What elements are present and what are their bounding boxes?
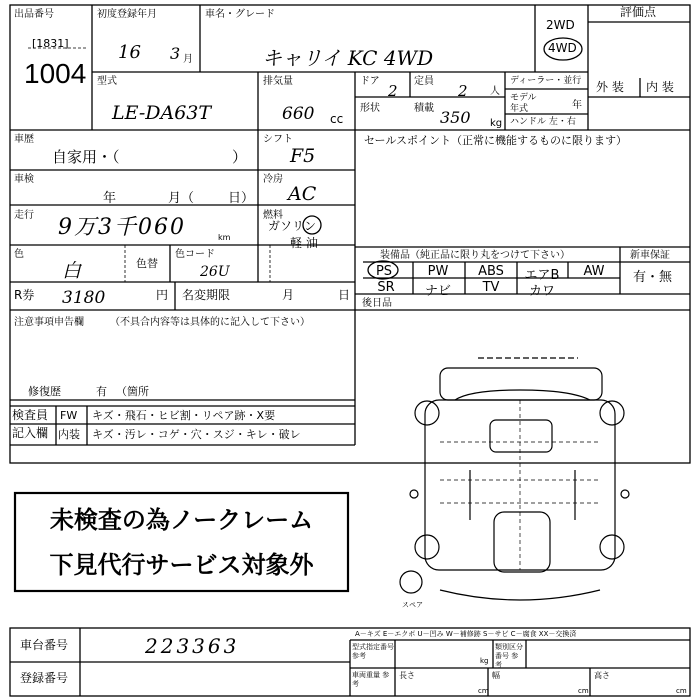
equip-pw: PW [427,264,449,279]
inspection-day: 日） [228,191,255,206]
inspection-label: 車検 [14,174,34,185]
int-text: キズ・汚レ・コゲ・穴・スジ・キレ・破レ [92,428,301,441]
inspector-label-bottom: 記入欄 [12,426,49,440]
model-value: LE-DA63T [112,102,212,124]
aircon-value: AC [288,183,317,205]
usage-value: 自家用・（ [52,148,120,166]
caution-label: 注意事項申告欄 [14,317,84,328]
fuel-label: 燃料 [263,210,283,221]
recycle-label: R券 [14,288,35,302]
fuel-gasoline: ガソリン [268,219,317,233]
equip-aw: AW [583,264,605,279]
lot-number: 1004 [24,58,87,89]
door-value: 2 [388,82,398,100]
capacity-value: 2 [458,82,468,100]
first-reg-year: 16 [118,42,141,63]
recycle-unit: 円 [156,288,169,302]
length-unit: cm [478,687,489,695]
mileage-value: 9万3千060 [58,215,186,240]
vehicle-weight-label: 車両重量 参考 [352,671,390,688]
displacement-label: 排気量 [263,76,293,87]
shift-label: シフト [263,134,293,145]
sales-point-label: セールスポイント（正常に機能するものに限ります） [364,134,628,147]
mileage-unit: km [218,233,231,242]
after-items-label: 後日品 [362,298,392,309]
drive-2wd: 2WD [546,18,575,32]
drive-4wd: 4WD [548,41,577,55]
recycle-value: 3180 [62,288,106,308]
capacity-unit: 人 [490,86,500,97]
equip-tv: TV [482,280,500,295]
mileage-label: 走行 [14,210,34,221]
first-reg-month: 3 [170,44,181,63]
equip-airbag: エアB [524,268,560,283]
registration-label: 登録番号 [20,671,69,685]
shift-value: F5 [290,145,316,167]
inspector-label-top: 検査員 [12,408,49,422]
displacement-unit: cc [330,112,344,126]
name-change-label: 名変期限 [182,288,231,302]
height-unit: cm [676,687,687,695]
class-number-label: 類別区分番号 参考 [495,643,523,669]
handle-label: ハンドル 左・右 [510,117,576,127]
fuel-diesel: 軽 油 [290,236,318,250]
car-name-label: 車名・グレード [205,9,275,20]
month-unit: 月 [183,54,193,65]
car-diagram [400,358,629,600]
equip-sr: SR [377,280,395,295]
repair-label: 修復歴 [28,385,61,398]
spec-number-label: 型式指定番号 参考 [352,643,394,660]
repair-location: （箇所 [116,385,149,398]
inspection-year: 年 [103,191,117,206]
inspection-month: 月（ [168,191,195,206]
exterior-label: 外 装 [596,80,624,94]
car-name: キャリイ KC 4WD [262,46,434,70]
load-value: 350 [440,108,471,127]
fw-label: FW [60,409,78,422]
height-label: 高さ [594,671,610,680]
fw-text: キズ・飛石・ヒビ割・リペア跡・X要 [92,409,276,422]
spare-label: スペア [402,601,423,609]
equip-abs: ABS [478,264,504,279]
load-unit: kg [490,118,503,129]
repair-value: 有 [96,385,107,398]
usage-label: 車歴 [14,134,34,145]
usage-close: ） [232,148,248,166]
interior-label: 内 装 [646,80,674,94]
equip-ps: PS [375,264,393,279]
length-label: 長さ [399,671,415,680]
weight-unit: kg [480,657,489,665]
rating-label: 評価点 [620,5,657,19]
capacity-label: 定員 [414,76,434,87]
color-code-label: 色コード [175,249,215,260]
equip-leather: カワ [528,284,555,299]
color-value: 白 [62,260,82,282]
model-year-label: モデル 年式 [510,93,537,114]
displacement-value: 660 [282,104,315,124]
name-change-month: 月 [282,288,295,302]
dealer-label: ディーラー・並行 [510,76,582,86]
color-label: 色 [14,249,24,260]
new-car-warranty-label: 新車保証 [630,250,670,261]
damage-legend: A－キズ E－エクボ U－凹み W－補修跡 S－サビ C－腐食 XX－交換済 [355,630,577,638]
load-label: 積載 [414,103,434,114]
equip-navi: ナビ [424,284,451,299]
aircon-label: 冷房 [263,174,283,185]
stamp-line-2: 下見代行サービス対象外 [49,551,314,579]
lot-label: 出品番号 [14,9,54,20]
color-change-label: 色替 [136,257,158,270]
door-label: ドア [360,76,380,87]
chassis-value: 223363 [145,634,240,658]
new-car-warranty-value: 有・無 [633,270,673,285]
chassis-label: 車台番号 [20,638,69,652]
model-label: 型式 [97,76,117,87]
shape-label: 形状 [360,103,380,114]
caution-hint: （不具合内容等は具体的に記入して下さい） [110,317,310,328]
width-unit: cm [578,687,589,695]
first-reg-label: 初度登録年月 [97,9,157,20]
equipment-label: 装備品（純正品に限り丸をつけて下さい） [380,250,570,261]
lot-small-number: [1831] [32,37,69,50]
name-change-day: 日 [338,288,351,302]
int-label: 内装 [58,428,80,441]
color-code-value: 26U [200,264,230,280]
stamp-line-1: 未検査の為ノークレーム [49,506,314,534]
width-label: 幅 [492,671,500,680]
year-unit: 年 [572,100,582,111]
